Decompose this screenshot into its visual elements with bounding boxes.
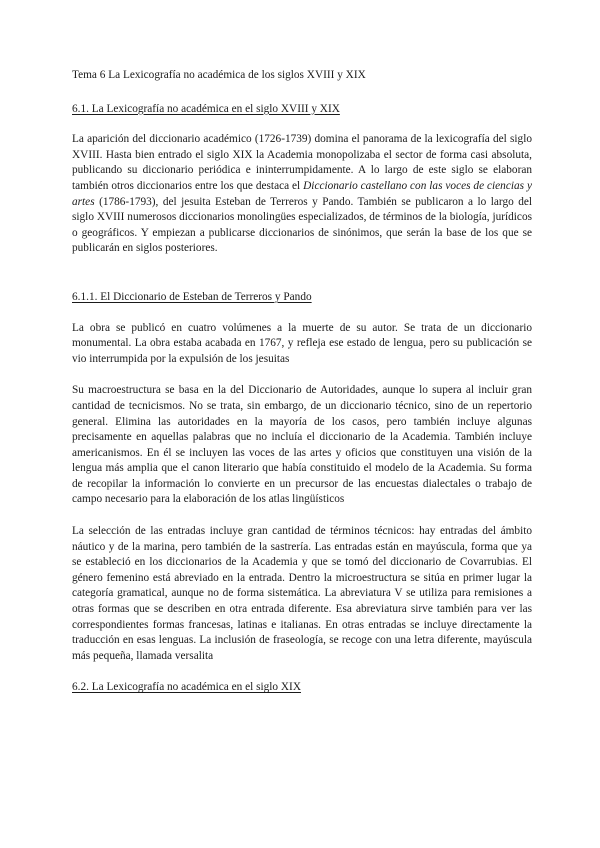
paragraph-6-1-1-publication: La obra se publicó en cuatro volúmenes a la muerte de su autor. Se trata de un diccionario monumental. La obra estaba acabada en 1767, y refleja ese estado de lengua, pero su publicación se vio interrumpida por la expulsión de los jesuitas bbox=[72, 321, 532, 365]
dictionary-title-italic: Diccionario castellano con las voces de ciencias y artes bbox=[72, 179, 532, 208]
paragraph-6-1-1-macrostructure: Su macroestructura se basa en la del Diccionario de Autoridades, aunque lo supera al incluir gran cantidad de tecnicismos. No se trata, sin embargo, de un diccionario técnico, sino de un repertorio general. Elimina las autoridades en la mayoría de los casos, pero también incluye algunas precisamente en aquellas palabras que no incluía el diccionario de la Academia. También incluye americanismos. En él se incluyen las voces de las artes y oficios que constituyen una visión de la lengua más amplia que el canon literario que había constituido el modelo de la Academia. Su forma de recopilar la información lo convierte en un precursor de las encuestas dialectales o trabajo de campo necesario para la elaboración de los atlas lingüísticos bbox=[72, 384, 532, 506]
document-page bbox=[72, 68, 532, 711]
paragraph-text: (1786-1793), del jesuita Esteban de Terreros y Pando. También se publicaron a lo largo del siglo XVIII numerosos diccionarios monolingües especializados, de términos de la biología, jurídicos o geográficos. Y empiezan a publicarse diccionarios de sinónimos, que serán la base de los que se publicarán en siglos posteriores. bbox=[72, 195, 532, 255]
paragraph-6-1-1-entries: La selección de las entradas incluye gran cantidad de términos técnicos: hay entradas del ámbito náutico y de la marina, pero también de la sastrería. Las entradas están en mayúscula, forma que ya se estableció en los diccionarios de la Academia y que se tomó del diccionario de Covarrubias. El género femenino está abreviado en la entrada. Dentro la microestructura se sitúa en primer lugar la categoría gramatical, aunque no de forma sistemática. La abreviatura V se utiliza para remisiones a otras formas que se describen en otra entrada diferente. Esa abreviatura sirve también para ver las correspondientes formas francesas, latinas e italianas. En otras entradas se incluye directamente la traducción en esas lenguas. La inclusión de fraseología, se recoge con una letra diferente, mayúscula más pequeña, llamada versalita bbox=[72, 525, 532, 662]
paragraph-6-1-intro bbox=[72, 132, 532, 257]
section-heading-6-1: 6.1. La Lexicografía no académica en el siglo XVIII y XIX bbox=[72, 102, 340, 115]
paragraph-text: La aparición del diccionario académico (1726-1739) domina el panorama de la lexicografía del siglo XVIII. Hasta bien entrado el siglo XIX la Academia monopolizaba el sector de forma casi absoluta, publicando su diccionario periódica e ininterrumpidamente. A lo largo de este siglo se elaboran también otros diccionarios entre los que destaca el bbox=[72, 133, 532, 192]
section-heading-6-1-1: 6.1.1. El Diccionario de Esteban de Terreros y Pando bbox=[72, 290, 312, 303]
document-title: Tema 6 La Lexicografía no académica de los siglos XVIII y XIX bbox=[72, 69, 366, 81]
section-heading-6-2: 6.2. La Lexicografía no académica en el siglo XIX bbox=[72, 681, 301, 694]
